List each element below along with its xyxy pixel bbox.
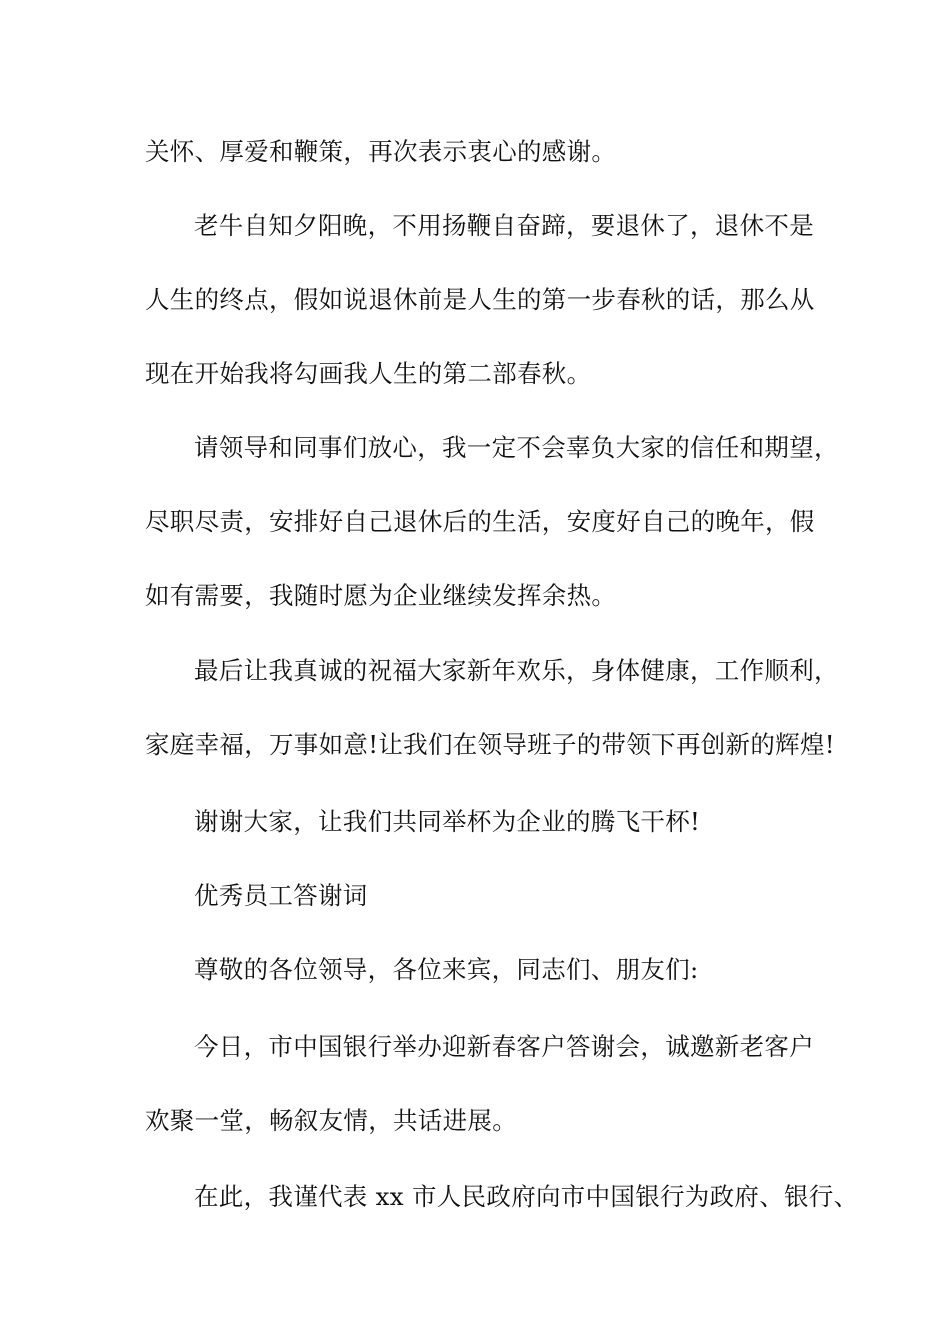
paragraph-line: 谢谢大家，让我们共同举杯为企业的腾飞干杯! bbox=[194, 807, 701, 836]
paragraph-line: 如有需要，我随时愿为企业继续发挥余热。 bbox=[145, 581, 617, 610]
paragraph-line: 在此，我谨代表 xx 市人民政府向市中国银行为政府、银行、 bbox=[194, 1182, 859, 1211]
paragraph-line: 尽职尽责，安排好自己退休后的生活，安度好自己的晚年，假 bbox=[145, 507, 815, 536]
paragraph-line: 现在开始我将勾画我人生的第二部春秋。 bbox=[145, 359, 592, 388]
salutation-line: 尊敬的各位领导，各位来宾，同志们、朋友们: bbox=[194, 955, 699, 984]
paragraph-line: 欢聚一堂，畅叙友情，共话进展。 bbox=[145, 1106, 517, 1135]
paragraph-line: 家庭幸福，万事如意!让我们在领导班子的带领下再创新的辉煌! bbox=[145, 730, 835, 759]
paragraph-line: 请领导和同事们放心，我一定不会辜负大家的信任和期望， bbox=[194, 433, 839, 462]
paragraph-line: 关怀、厚爱和鞭策，再次表示衷心的感谢。 bbox=[145, 137, 617, 166]
paragraph-line: 老牛自知夕阳晚，不用扬鞭自奋蹄，要退休了，退休不是 bbox=[194, 211, 814, 240]
paragraph-line: 今日，市中国银行举办迎新春客户答谢会，诚邀新老客户 bbox=[194, 1032, 814, 1061]
paragraph-line: 最后让我真诚的祝福大家新年欢乐，身体健康，工作顺利， bbox=[194, 656, 839, 685]
section-heading: 优秀员工答谢词 bbox=[194, 881, 368, 910]
paragraph-line: 人生的终点，假如说退休前是人生的第一步春秋的话，那么从 bbox=[145, 285, 815, 314]
